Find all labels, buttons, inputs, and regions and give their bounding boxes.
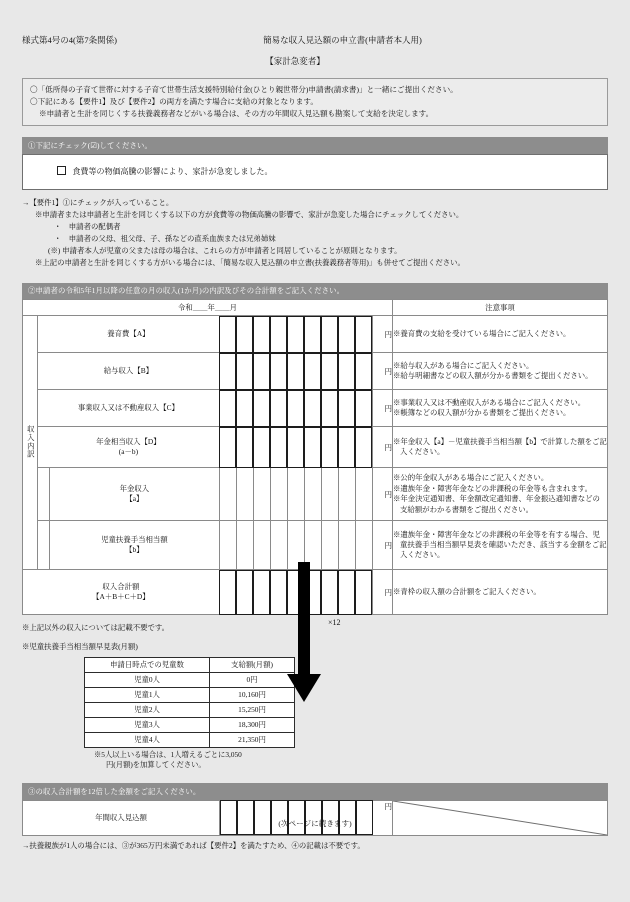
- lookup-cell-amount: 0円: [210, 672, 295, 687]
- lookup-header-row: [85, 657, 295, 672]
- form-number: 様式第4号の4(第7条関係): [22, 35, 117, 45]
- total-digit-cell[interactable]: [236, 570, 253, 615]
- amount-digit-cell[interactable]: [287, 316, 304, 353]
- amount-digit-cell[interactable]: [355, 316, 372, 353]
- child-allowance-lookup-table: [84, 657, 295, 748]
- row-notes-salary-income: ※給与収入がある場合にご記入ください。 ※給与明細書などの収入額が分かる書類をご提出ください。: [393, 353, 608, 390]
- amount-digit-cell[interactable]: [338, 353, 355, 390]
- yen-label: 円: [373, 800, 393, 835]
- lookup-cell-children: 児童2人: [85, 702, 210, 717]
- yen-label: 円: [372, 316, 392, 353]
- amount-digit-cell[interactable]: [321, 353, 338, 390]
- arrow-head-icon: [287, 674, 321, 702]
- row-label-child-allowance-equivalent: 児童扶養手当相当額 【b】: [50, 521, 220, 570]
- yen-label: 円: [372, 468, 392, 521]
- amount-digit-cell[interactable]: [236, 468, 253, 521]
- amount-digit-cell[interactable]: [270, 521, 287, 570]
- table-row: [23, 353, 608, 390]
- requirement-1-note: [22, 197, 608, 269]
- amount-digit-cell[interactable]: [236, 353, 253, 390]
- amount-digit-cell[interactable]: [253, 521, 270, 570]
- row-notes-income-total: ※青枠の収入額の合計額をご記入ください。: [393, 570, 608, 615]
- lookup-footnote-line-1: ※5人以上いる場合は、1人増えるごとに3,050: [94, 749, 242, 759]
- amount-digit-cell[interactable]: [304, 468, 321, 521]
- requirement-1-bullet-1: ・ 申請者の配偶者: [54, 221, 121, 231]
- amount-digit-cell[interactable]: [287, 390, 304, 427]
- requirement-1-bullet-3: (※) 申請者本人が児童の父または母の場合は、これらの方が申請者と同居していることが原則となります。: [48, 245, 402, 255]
- amount-digit-cell[interactable]: [321, 468, 338, 521]
- yen-label: 円: [372, 570, 392, 615]
- total-digit-cell[interactable]: [270, 570, 287, 615]
- lookup-header-children: 申請日時点での児童数: [85, 657, 210, 672]
- amount-digit-cell[interactable]: [338, 316, 355, 353]
- amount-digit-cell[interactable]: [219, 353, 236, 390]
- notice-box: [22, 78, 608, 126]
- lookup-cell-amount: 15,250円: [210, 702, 295, 717]
- amount-digit-cell[interactable]: [304, 353, 321, 390]
- amount-digit-cell[interactable]: [219, 390, 236, 427]
- yen-label: 円: [372, 521, 392, 570]
- row-notes-child-allowance-equivalent: ※遺族年金・障害年金などの非課税の年金等を有する場合、児童扶養手当相当額早見表を確認いただき、該当する金額をご記入ください。: [393, 521, 608, 570]
- table-row: [23, 468, 608, 521]
- amount-digit-cell[interactable]: [270, 468, 287, 521]
- row-notes-business-income: ※事業収入又は不動産収入がある場合にご記入ください。 ※帳簿などの収入額が分かる書類をご提出ください。: [393, 390, 608, 427]
- amount-digit-cell[interactable]: [219, 427, 236, 468]
- section-1: [22, 137, 608, 190]
- hardship-checkbox-row[interactable]: [23, 166, 607, 177]
- income-breakdown-vertical-label: 収入内訳: [23, 316, 38, 570]
- row-label-pension-income: 年金収入 【a】: [50, 468, 220, 521]
- yen-label: 円: [372, 353, 392, 390]
- amount-digit-cell[interactable]: [253, 468, 270, 521]
- amount-digit-cell[interactable]: [321, 427, 338, 468]
- table-row: [23, 427, 608, 468]
- period-column-header: 令和＿＿年＿＿月: [23, 300, 393, 316]
- amount-digit-cell[interactable]: [287, 468, 304, 521]
- lookup-cell-children: 児童0人: [85, 672, 210, 687]
- section-2-heading: ②申請者の令和5年1月以降の任意の月の収入(1か月)の内訳及びその合計額をご記入ください。: [22, 283, 608, 300]
- amount-digit-cell[interactable]: [355, 427, 372, 468]
- amount-digit-cell[interactable]: [287, 427, 304, 468]
- section-1-heading: ①下記にチェック(☑)してください。: [22, 137, 608, 154]
- amount-digit-cell[interactable]: [355, 353, 372, 390]
- row-label-income-total: 収入合計額 【A＋B＋C＋D】: [23, 570, 220, 615]
- amount-digit-cell[interactable]: [304, 316, 321, 353]
- page-title: 簡易な収入見込額の申立書(申請者本人用): [263, 35, 422, 45]
- total-digit-cell[interactable]: [219, 570, 236, 615]
- table-row: [23, 316, 608, 353]
- lookup-cell-amount: 10,160円: [210, 687, 295, 702]
- amount-digit-cell[interactable]: [219, 316, 236, 353]
- lookup-row: [85, 732, 295, 747]
- total-digit-cell[interactable]: [253, 570, 270, 615]
- requirement-1-bullet-2: ・ 申請者の父母、祖父母、子、孫などの直系血族または兄弟姉妹: [54, 233, 276, 243]
- row-label-childcare-support: 養育費【A】: [38, 316, 220, 353]
- amount-digit-cell[interactable]: [219, 521, 236, 570]
- arrow-multiplier-label: ×12: [328, 618, 341, 627]
- multiply-arrow: [292, 562, 412, 707]
- section-3: [22, 783, 608, 851]
- section-3-heading: ③の収入合計額を12倍した金額をご記入ください。: [22, 783, 608, 800]
- page-footer: (次ページに続きます): [278, 819, 352, 828]
- lookup-header-amount: 支給額(月額): [210, 657, 295, 672]
- lookup-table-caption: ※児童扶養手当相当額早見表(月額): [22, 642, 138, 652]
- lookup-cell-amount: 21,350円: [210, 732, 295, 747]
- requirement-1-line-2: ※申請者または申請者と生計を同じくする以下の方が食費等の物価高騰の影響で、家計が急変した場合にチェックしてください。: [35, 209, 464, 219]
- arrow-shaft-icon: [298, 562, 310, 677]
- lookup-row: [85, 717, 295, 732]
- amount-digit-cell[interactable]: [219, 468, 236, 521]
- table-row: [23, 390, 608, 427]
- lookup-cell-children: 児童4人: [85, 732, 210, 747]
- row-notes-childcare-support: ※養育費の支給を受けている場合にご記入ください。: [393, 316, 608, 353]
- yen-label: 円: [372, 390, 392, 427]
- amount-digit-cell[interactable]: [355, 468, 372, 521]
- amount-digit-cell[interactable]: [236, 390, 253, 427]
- table-header-row: [23, 300, 608, 316]
- row-label-salary-income: 給与収入【B】: [38, 353, 220, 390]
- lookup-row: [85, 672, 295, 687]
- row-notes-pension-equivalent: ※年金収入【a】－児童扶養手当相当額【b】で計算した額をご記入ください。: [393, 427, 608, 468]
- requirement-1-line-1: →【要件1】①にチェックが入っていること。: [22, 197, 174, 207]
- page-subtitle: 【家計急変者】: [265, 56, 325, 66]
- requirement-2-note: →扶養親族が1人の場合には、③が365万円未満であれば【要件2】を満たすため、④の記載は不要です。: [22, 840, 365, 850]
- notice-line-3: ※申請者と生計を同じくする扶養義務者などがいる場合は、その方の年間収入見込額も勘案して支給を決定します。: [39, 108, 434, 118]
- lookup-footnote-line-2: 円(月額)を加算してください。: [106, 760, 206, 770]
- amount-digit-cell[interactable]: [355, 390, 372, 427]
- lookup-cell-children: 児童1人: [85, 687, 210, 702]
- amount-digit-cell[interactable]: [236, 316, 253, 353]
- amount-digit-cell[interactable]: [270, 390, 287, 427]
- lookup-row: [85, 702, 295, 717]
- notes-column-header: 注意事項: [393, 300, 608, 316]
- amount-digit-cell[interactable]: [304, 390, 321, 427]
- amount-digit-cell[interactable]: [253, 353, 270, 390]
- lookup-cell-amount: 18,300円: [210, 717, 295, 732]
- amount-digit-cell[interactable]: [253, 390, 270, 427]
- checkbox-icon[interactable]: [57, 166, 66, 175]
- amount-digit-cell[interactable]: [236, 521, 253, 570]
- amount-digit-cell[interactable]: [304, 427, 321, 468]
- lookup-row: [85, 687, 295, 702]
- hardship-checkbox-label: 食費等の物価高騰の影響により、家計が急変しました。: [72, 166, 273, 176]
- page-header: [22, 0, 608, 46]
- row-notes-pension-income: ※公的年金収入がある場合にご記入ください。 ※遺族年金・障害年金などの非課税の年金等も含まれます。 ※年金決定通知書、年金額改定通知書、年金振込通知書などの支給額がわかる書類をご提出ください。: [393, 468, 608, 521]
- lookup-footnote: [94, 750, 314, 771]
- annual-income-label: 年間収入見込額: [23, 800, 220, 835]
- amount-digit-cell[interactable]: [338, 390, 355, 427]
- amount-digit-cell[interactable]: [321, 316, 338, 353]
- requirement-1-line-3: ※上記の申請者と生計を同じくする方がいる場合には、「簡易な収入見込額の申立書(扶養義務者等用)」も併せてご提出ください。: [35, 257, 465, 267]
- notice-line-1: 〇「低所得の子育て世帯に対する子育て世帯生活支援特別給付金(ひとり親世帯分)申請書(請求書)」と一緒にご提出ください。: [30, 85, 458, 94]
- row-label-business-income: 事業収入又は不動産収入【C】: [38, 390, 220, 427]
- amount-digit-cell[interactable]: [321, 390, 338, 427]
- amount-digit-cell[interactable]: [253, 427, 270, 468]
- amount-digit-cell[interactable]: [253, 316, 270, 353]
- amount-digit-cell[interactable]: [270, 316, 287, 353]
- notice-line-2: 〇下記にある【要件1】及び【要件2】の両方を満たす場合に支給の対象となります。: [30, 96, 318, 106]
- amount-digit-cell[interactable]: [338, 427, 355, 468]
- yen-label: 円: [372, 427, 392, 468]
- other-income-note: ※上記以外の収入については記載不要です。: [22, 623, 170, 633]
- amount-digit-cell[interactable]: [236, 427, 253, 468]
- amount-digit-cell[interactable]: [270, 353, 287, 390]
- lookup-cell-children: 児童3人: [85, 717, 210, 732]
- amount-digit-cell[interactable]: [287, 353, 304, 390]
- amount-digit-cell[interactable]: [270, 427, 287, 468]
- amount-digit-cell[interactable]: [338, 468, 355, 521]
- row-label-pension-equivalent: 年金相当収入【D】 (a－b): [38, 427, 220, 468]
